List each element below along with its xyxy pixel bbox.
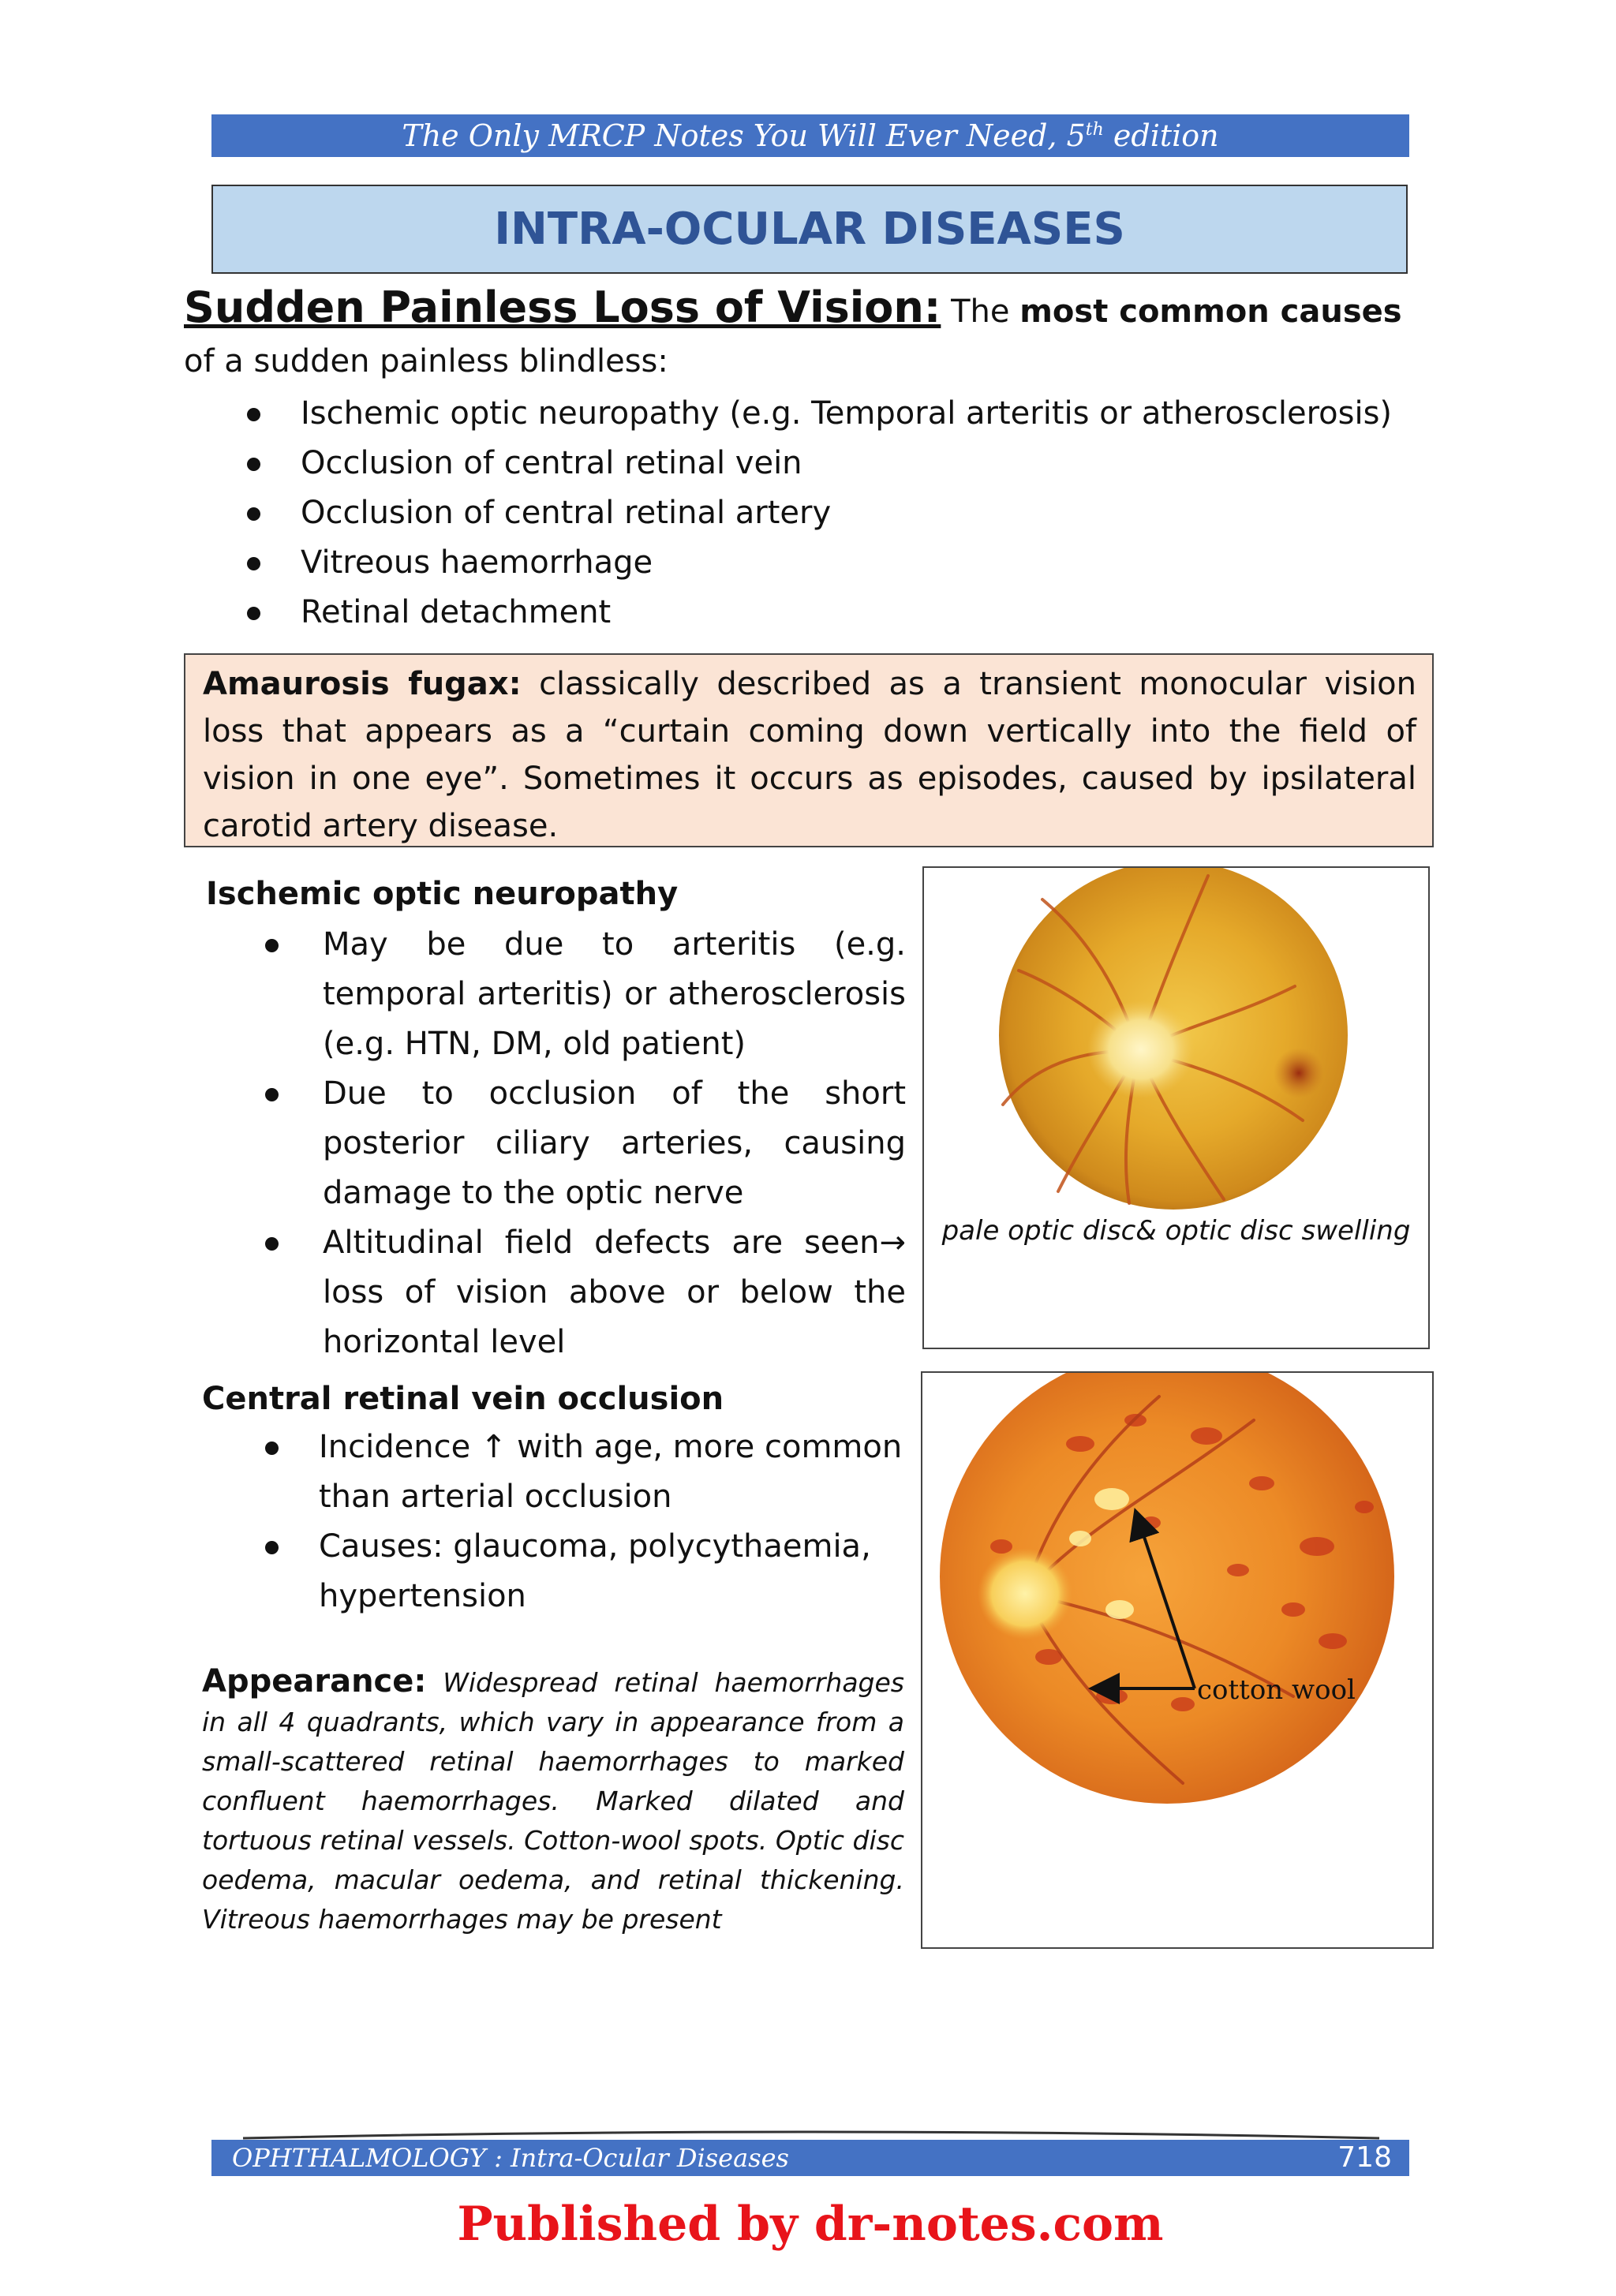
appearance-paragraph [202,1662,904,1939]
running-header [211,114,1409,157]
fundus-photo [924,868,1428,1348]
ion-list [206,920,906,1367]
list-item: Retinal detachment [184,588,1446,638]
intro-lead-2: of a sudden painless blindless: [184,343,668,380]
callout-text: classically described as a transient monocular vision loss that appears as a “curtain coming down vertically into the field of vision in one eye”. Sometimes it occurs as episodes, caused by ipsilateral carotid artery disease. [203,666,1417,844]
crvo-heading: Central retinal vein occlusion [202,1381,724,1417]
ion-heading: Ischemic optic neuropathy [206,876,679,912]
crvo-list [202,1423,912,1621]
list-item: Causes: glaucoma, polycythaemia, hypertension [202,1522,912,1621]
section-heading: Sudden Painless Loss of Vision: [184,282,941,332]
list-item: Ischemic optic neuropathy (e.g. Temporal arteritis or atherosclerosis) [184,389,1446,439]
list-item: Due to occlusion of the short posterior ciliary arteries, causing damage to the optic nerve [206,1069,906,1218]
causes-list [184,389,1446,638]
book-title: The Only MRCP Notes You Will Ever Need, 5 [402,118,1086,153]
figure-annotation: cotton wool [1197,1674,1356,1706]
list-item: Incidence ↑ with age, more common than arterial occlusion [202,1423,912,1522]
footer-bar [211,2140,1409,2176]
list-item: May be due to arteritis (e.g. temporal arteritis) or atherosclerosis (e.g. HTN, DM, old patient) [206,920,906,1069]
edition-word: edition [1113,118,1219,153]
fundus-image-pale-disc [922,866,1430,1349]
appearance-label: Appearance: [202,1663,427,1700]
edition-superscript: th [1085,120,1104,140]
list-item: Altitudinal field defects are seen→ loss of vision above or below the horizontal level [206,1218,906,1367]
list-item: Occlusion of central retinal vein [184,439,1446,488]
footer-section: OPHTHALMOLOGY : Intra-Ocular Diseases [232,2143,789,2173]
publisher-credit: Published by dr-notes.com [457,2197,1164,2252]
intro-paragraph [184,282,1415,387]
page-number: 718 [1337,2141,1392,2174]
figure-caption: pale optic disc& optic disc swelling [941,1215,1411,1247]
fundus-photo [922,1373,1432,1947]
list-item: Vitreous haemorrhage [184,538,1446,588]
list-item: Occlusion of central retinal artery [184,488,1446,538]
fundus-image-crvo [921,1371,1434,1949]
callout-label: Amaurosis fugax: [203,666,522,702]
intro-lead-bold: most common causes [1019,294,1402,330]
amaurosis-callout [184,653,1434,847]
chapter-title: INTRA-OCULAR DISEASES [211,185,1408,274]
appearance-text: Widespread retinal haemorrhages in all 4 quadrants, which vary in appearance from a small-scattered retinal haemorrhages to marked confluent haemorrhages. Marked dilated and tortuous retinal vessels. Cotton-wool spots. Optic disc oedema, macular oedema, and retinal thickening. Vitreous haemorrhages may be present [202,1667,904,1935]
intro-lead-1: The [951,294,1010,330]
